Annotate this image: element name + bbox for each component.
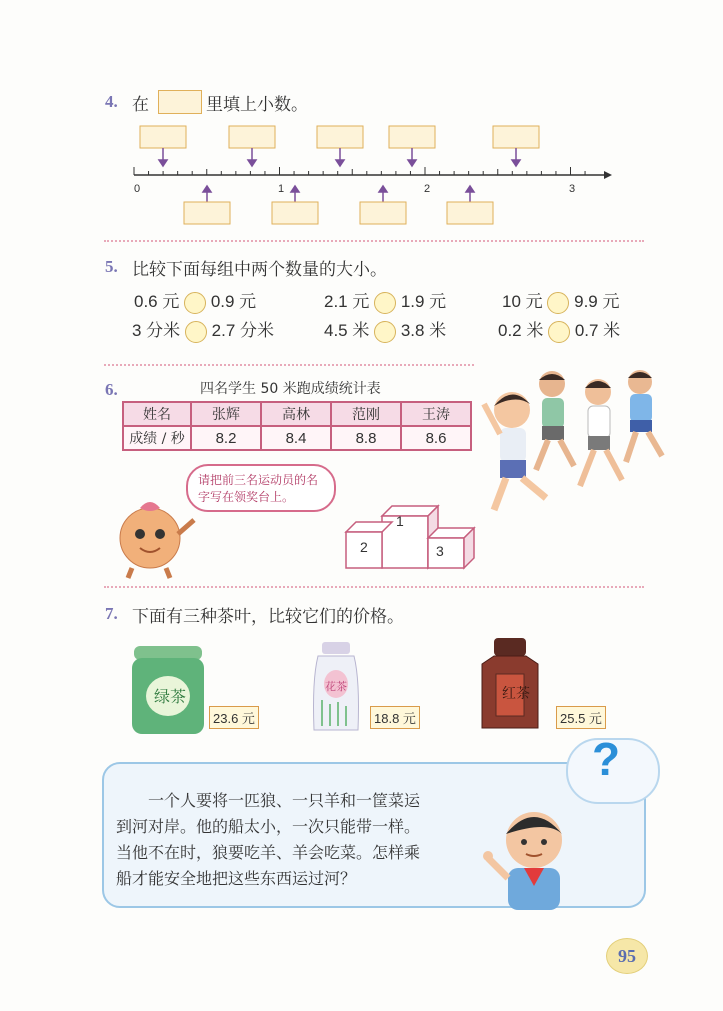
q4-sample-box: [158, 90, 202, 114]
can-label: 红茶: [502, 686, 530, 702]
flower-tea-bottle: [308, 640, 364, 736]
tick-label-0: 0: [134, 183, 141, 195]
compare-circle[interactable]: [184, 292, 206, 314]
puzzle-line: 当他不在时，狼要吃羊、羊会吃菜。怎样乘: [116, 843, 421, 862]
compare-circle[interactable]: [548, 321, 570, 343]
table-cell: 8.2: [191, 426, 261, 450]
q4-number: 4.: [105, 92, 118, 111]
q5-text: 比较下面每组中两个数量的大小。: [132, 260, 387, 280]
price-tag: 25.5 元: [556, 706, 606, 729]
answer-box: [229, 126, 275, 148]
puzzle-line: 一个人要将一匹狼、一只羊和一筐菜运: [148, 791, 421, 810]
answer-boxes-bottom: [184, 202, 493, 224]
tick-label-3: 3: [569, 183, 576, 195]
compare-circle[interactable]: [374, 321, 396, 343]
runner-child: [626, 370, 662, 462]
mascot-character: [110, 490, 200, 580]
score-table: [122, 401, 472, 451]
compare-item: 4.5 米 3.8 米: [324, 316, 446, 343]
answer-box: [140, 126, 186, 148]
table-cell: 8.4: [261, 426, 331, 450]
podium-label-1: 1: [396, 513, 404, 529]
podium-label-2: 2: [360, 539, 368, 555]
runner-child: [536, 371, 574, 470]
table-cell: 王涛: [401, 402, 471, 426]
answer-boxes-top: [140, 126, 539, 148]
runner-child: [580, 379, 622, 486]
table-row: [123, 402, 471, 426]
q6-number: 6.: [105, 380, 118, 399]
red-tea-tin: [474, 636, 546, 736]
puzzle-line: 到河对岸。他的船太小，一次只能带一样。: [116, 817, 421, 836]
table-title: 四名学生 50 米跑成绩统计表: [200, 381, 381, 397]
table-cell: 8.8: [331, 426, 401, 450]
table-cell: 范刚: [331, 402, 401, 426]
tick-label-1: 1: [278, 183, 285, 195]
table-cell: 姓名: [123, 402, 191, 426]
question-mark-icon: ?: [592, 733, 621, 785]
table-cell: 8.6: [401, 426, 471, 450]
can-label: 花茶: [325, 680, 347, 693]
runner-child: [484, 392, 546, 510]
compare-circle[interactable]: [547, 292, 569, 314]
podium: [342, 496, 482, 576]
compare-item: 0.6 元 0.9 元: [134, 287, 256, 314]
answer-box: [447, 202, 493, 224]
table-cell: 成绩 / 秒: [123, 426, 191, 450]
arrows-down: [159, 148, 520, 166]
divider: [104, 240, 644, 242]
compare-item: 2.1 元 1.9 元: [324, 287, 446, 314]
compare-item: 10 元 9.9 元: [502, 287, 619, 314]
table-row: [123, 426, 471, 450]
q4-text-after: 里填上小数。: [206, 95, 308, 115]
runners-illustration: [476, 370, 676, 530]
page-number: 95: [606, 938, 648, 974]
divider: [104, 586, 644, 588]
compare-item: 3 分米 2.7 分米: [132, 316, 274, 343]
green-tea-can: [128, 640, 208, 736]
q5-number: 5.: [105, 257, 118, 276]
answer-box: [184, 202, 230, 224]
answer-box: [493, 126, 539, 148]
price-tag: 23.6 元: [209, 706, 259, 729]
q7-text: 下面有三种茶叶，比较它们的价格。: [132, 607, 404, 627]
podium-label-3: 3: [436, 543, 444, 559]
compare-circle[interactable]: [185, 321, 207, 343]
speech-bubble: 请把前三名运动员的名字写在领奖台上。: [186, 464, 336, 512]
answer-box: [360, 202, 406, 224]
answer-box: [317, 126, 363, 148]
price-tag: 18.8 元: [370, 706, 420, 729]
divider: [104, 364, 474, 366]
arrows-up: [203, 186, 474, 202]
tick-label-2: 2: [424, 183, 431, 195]
can-label: 绿茶: [154, 687, 187, 706]
answer-box: [389, 126, 435, 148]
puzzle-line: 船才能安全地把这些东西运过河？: [116, 869, 357, 888]
thinking-boy: [478, 800, 588, 910]
q4-text-before: 在: [132, 95, 149, 115]
q7-number: 7.: [105, 604, 118, 623]
table-cell: 张辉: [191, 402, 261, 426]
compare-circle[interactable]: [374, 292, 396, 314]
compare-item: 0.2 米 0.7 米: [498, 316, 620, 343]
number-line: [120, 120, 620, 230]
table-cell: 高林: [261, 402, 331, 426]
answer-box: [272, 202, 318, 224]
